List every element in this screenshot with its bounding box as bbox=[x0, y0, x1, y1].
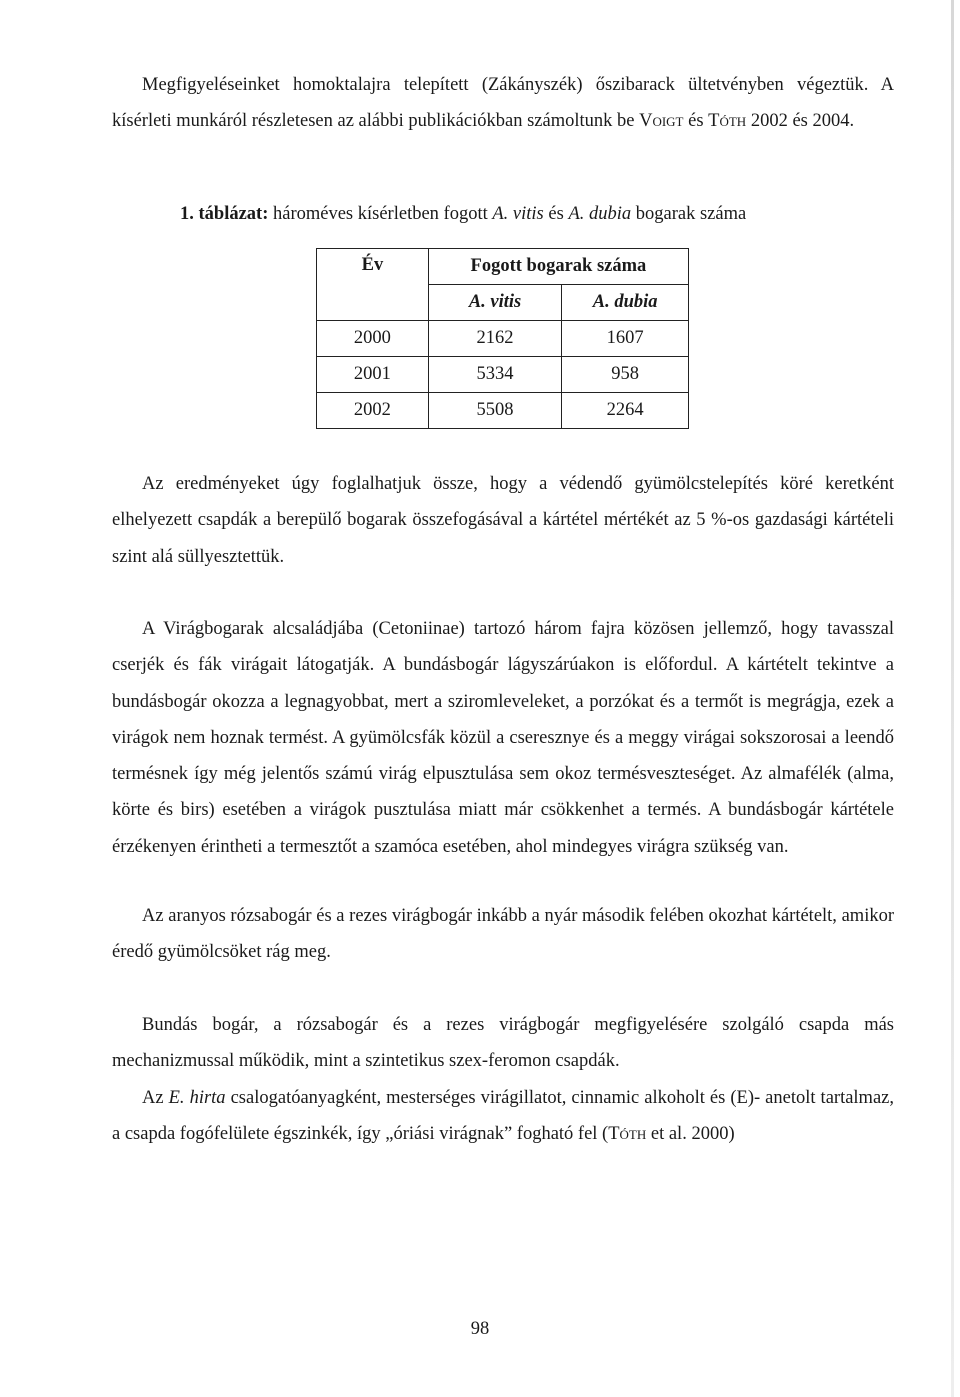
page-number: 98 bbox=[470, 1319, 490, 1339]
beetle-count-table bbox=[316, 248, 689, 429]
scan-edge-line bbox=[951, 0, 954, 1397]
intro-text-3: 2002 és 2004. bbox=[746, 111, 855, 132]
table-row bbox=[317, 357, 689, 393]
cetoniinae-paragraph: A Virágbogarak alcsaládjába (Cetoniinae) tartozó három fajra közösen jellemző, hogy tavasszal cserjék és fák virágait látogatják. A bundásbogár lágyszárúakon is előfordul. A kártételt tekintve a bundásbogár okozza a legnagyobbat, mert a sziromleveleket, a porzókat és a termőt is megrágja, ezek a virágok nem hoznak termést. A gyümölcsfák közül a cseresznye és a meggy virágai sokszorosai a leendő termésnek így még jelentős számú virág elpusztulása sem okoz termésveszteséget. Az almafélék (alma, körte és birs) esetében a virágok pusztulása miatt már csökkenhet a termés. A bundásbogár kártétele érzékenyen érintheti a termesztőt a szamóca esetében, ahol mindegyes virágra szükség van. bbox=[112, 619, 894, 857]
cell-vitis: 5508 bbox=[428, 393, 561, 429]
ehirta-paragraph bbox=[112, 1080, 894, 1153]
year-header: Év bbox=[317, 249, 429, 321]
rose-chafer-paragraph: Az aranyos rózsabogár és a rezes virágbogár inkább a nyár második felében okozhat kártételt, amikor éredő gyümölcsöket rág meg. bbox=[112, 906, 894, 963]
cell-vitis: 5334 bbox=[428, 357, 561, 393]
cell-year: 2002 bbox=[317, 393, 429, 429]
p5-author: Tóth bbox=[608, 1124, 647, 1145]
group-header: Fogott bogarak száma bbox=[428, 249, 688, 285]
intro-text-2: és bbox=[683, 111, 709, 132]
cell-dubia: 1607 bbox=[562, 321, 689, 357]
trap-mechanism-paragraph: Bundás bogár, a rózsabogár és a rezes virágbogár megfigyelésére szolgáló csapda más mechanizmussal működik, mint a szintetikus szex-feromon csapdák. bbox=[112, 1015, 894, 1072]
table-caption bbox=[180, 199, 746, 229]
intro-paragraph bbox=[112, 67, 894, 140]
caption-species-dubia: A. dubia bbox=[568, 204, 632, 224]
col-header-vitis: A. vitis bbox=[428, 285, 561, 321]
author-voigt: Voigt bbox=[639, 111, 684, 132]
p5-text-2: csalogatóanyagként, mesterséges virágillatot, cinnamic alkoholt és (E)- anetolt tartalmaz, a csapda fogófelülete égszinkék, így „óriási virágnak” fogható fel ( bbox=[112, 1088, 894, 1145]
intro-text-1: Megfigyeléseinket homoktalajra telepített (Zákányszék) őszibarack ültetvényben végeztük. A kísérleti munkáról részletesen az alábbi publikációkban számoltunk be bbox=[112, 75, 894, 132]
caption-text-1: hároméves kísérletben fogott bbox=[268, 204, 493, 224]
summary-paragraph: Az eredményeket úgy foglalhatjuk össze, hogy a védendő gyümölcstelepítés köré keretként elhelyezett csapdák a berepülő bogarak összefogásával a kártétel mértékét az 5 %-os gazdasági kártételi szint alá süllyesztettük. bbox=[112, 474, 894, 567]
col-header-dubia: A. dubia bbox=[562, 285, 689, 321]
caption-text-2: és bbox=[543, 204, 569, 224]
cell-year: 2000 bbox=[317, 321, 429, 357]
cell-dubia: 2264 bbox=[562, 393, 689, 429]
table-row bbox=[317, 393, 689, 429]
caption-label: 1. táblázat: bbox=[180, 204, 269, 224]
cell-dubia: 958 bbox=[562, 357, 689, 393]
p5-text-1: Az bbox=[142, 1088, 169, 1108]
cell-year: 2001 bbox=[317, 357, 429, 393]
caption-species-vitis: A. vitis bbox=[492, 204, 544, 224]
table-row bbox=[317, 321, 689, 357]
p5-text-3: et al. 2000) bbox=[646, 1124, 735, 1145]
p5-species: E. hirta bbox=[168, 1088, 226, 1108]
cell-vitis: 2162 bbox=[428, 321, 561, 357]
author-toth: Tóth bbox=[708, 111, 747, 132]
caption-text-3: bogarak száma bbox=[631, 204, 747, 224]
